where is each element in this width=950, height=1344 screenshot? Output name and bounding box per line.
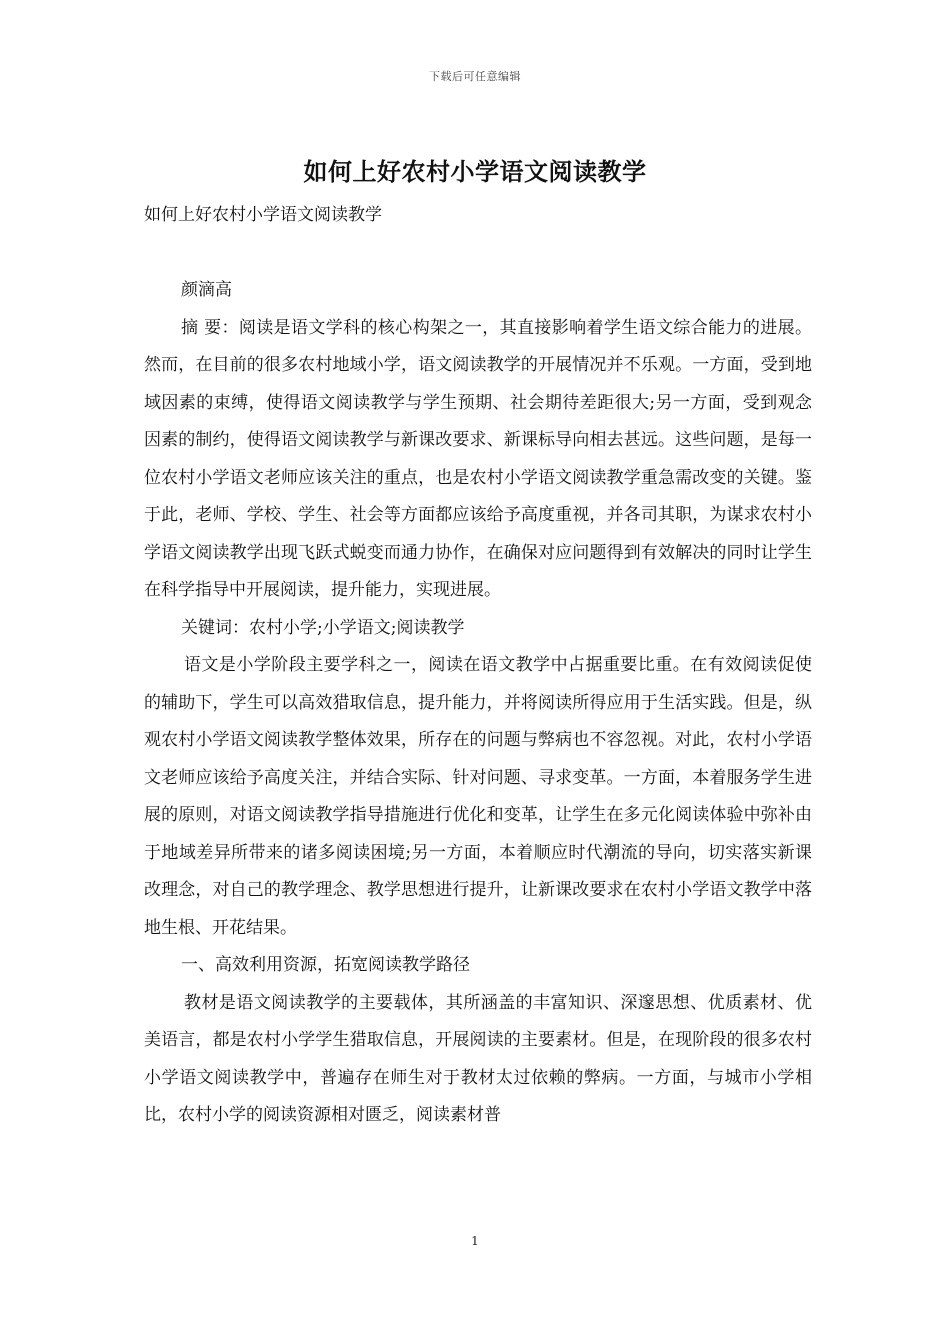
section-heading: 一、高效利用资源，拓宽阅读教学路径: [181, 955, 470, 975]
abstract-paragraph: 摘 要：阅读是语文学科的核心构架之一，其直接影响着学生语文综合能力的进展。然而，在目前的很多农村地域小学，语文阅读教学的开展情况并不乐观。一方面，受到地域因素的束缚，使得语文阅读教学与学生预期、社会期待差距很大;另一方面，受到观念因素的制约，使得语文阅读教学与新课改要求、新课标导向相去甚远。这些问题，是每一位农村小学语文老师应该关注的重点，也是农村小学语文阅读教学重急需改变的关键。鉴于此，老师、学校、学生、社会等方面都应该给予高度重视，并各司其职，为谋求农村小学语文阅读教学出现飞跃式蜕变而通力协作，在确保对应问题得到有效解决的同时让学生在科学指导中开展阅读，提升能力，实现进展。: [144, 317, 812, 600]
document-subtitle: 如何上好农村小学语文阅读教学: [144, 205, 382, 225]
blank-line: [144, 235, 812, 273]
document-title: 如何上好农村小学语文阅读教学: [303, 157, 647, 186]
page-number: 1: [471, 1234, 479, 1248]
document-body: [144, 197, 812, 1135]
keywords-line: 关键词：农村小学;小学语文;阅读教学: [181, 617, 465, 638]
header-note: 下载后可任意编辑: [429, 70, 521, 83]
author-line: 颜滴高: [181, 280, 232, 300]
intro-paragraph: 语文是小学阶段主要学科之一，阅读在语文教学中占据重要比重。在有效阅读促使的辅助下，学生可以高效猎取信息，提升能力，并将阅读所得应用于生活实践。但是，纵观农村小学语文阅读教学整体效果，所存在的问题与弊病也不容忽视。对此，农村小学语文老师应该给予高度关注，并结合实际、针对问题、寻求变革。一方面，本着服务学生进展的原则，对语文阅读教学指导措施进行优化和变革，让学生在多元化阅读体验中弥补由于地域差异所带来的诸多阅读困境;另一方面，本着顺应时代潮流的导向，切实落实新课改理念，对自己的教学理念、教学思想进行提升，让新课改要求在农村小学语文教学中落地生根、开花结果。: [144, 655, 812, 938]
section-paragraph: 教材是语文阅读教学的主要载体，其所涵盖的丰富知识、深邃思想、优质素材、优美语言，都是农村小学学生猎取信息，开展阅读的主要素材。但是，在现阶段的很多农村小学语文阅读教学中，普遍存在师生对于教材太过依赖的弊病。一方面，与城市小学相比，农村小学的阅读资源相对匮乏，阅读素材普: [144, 992, 812, 1125]
